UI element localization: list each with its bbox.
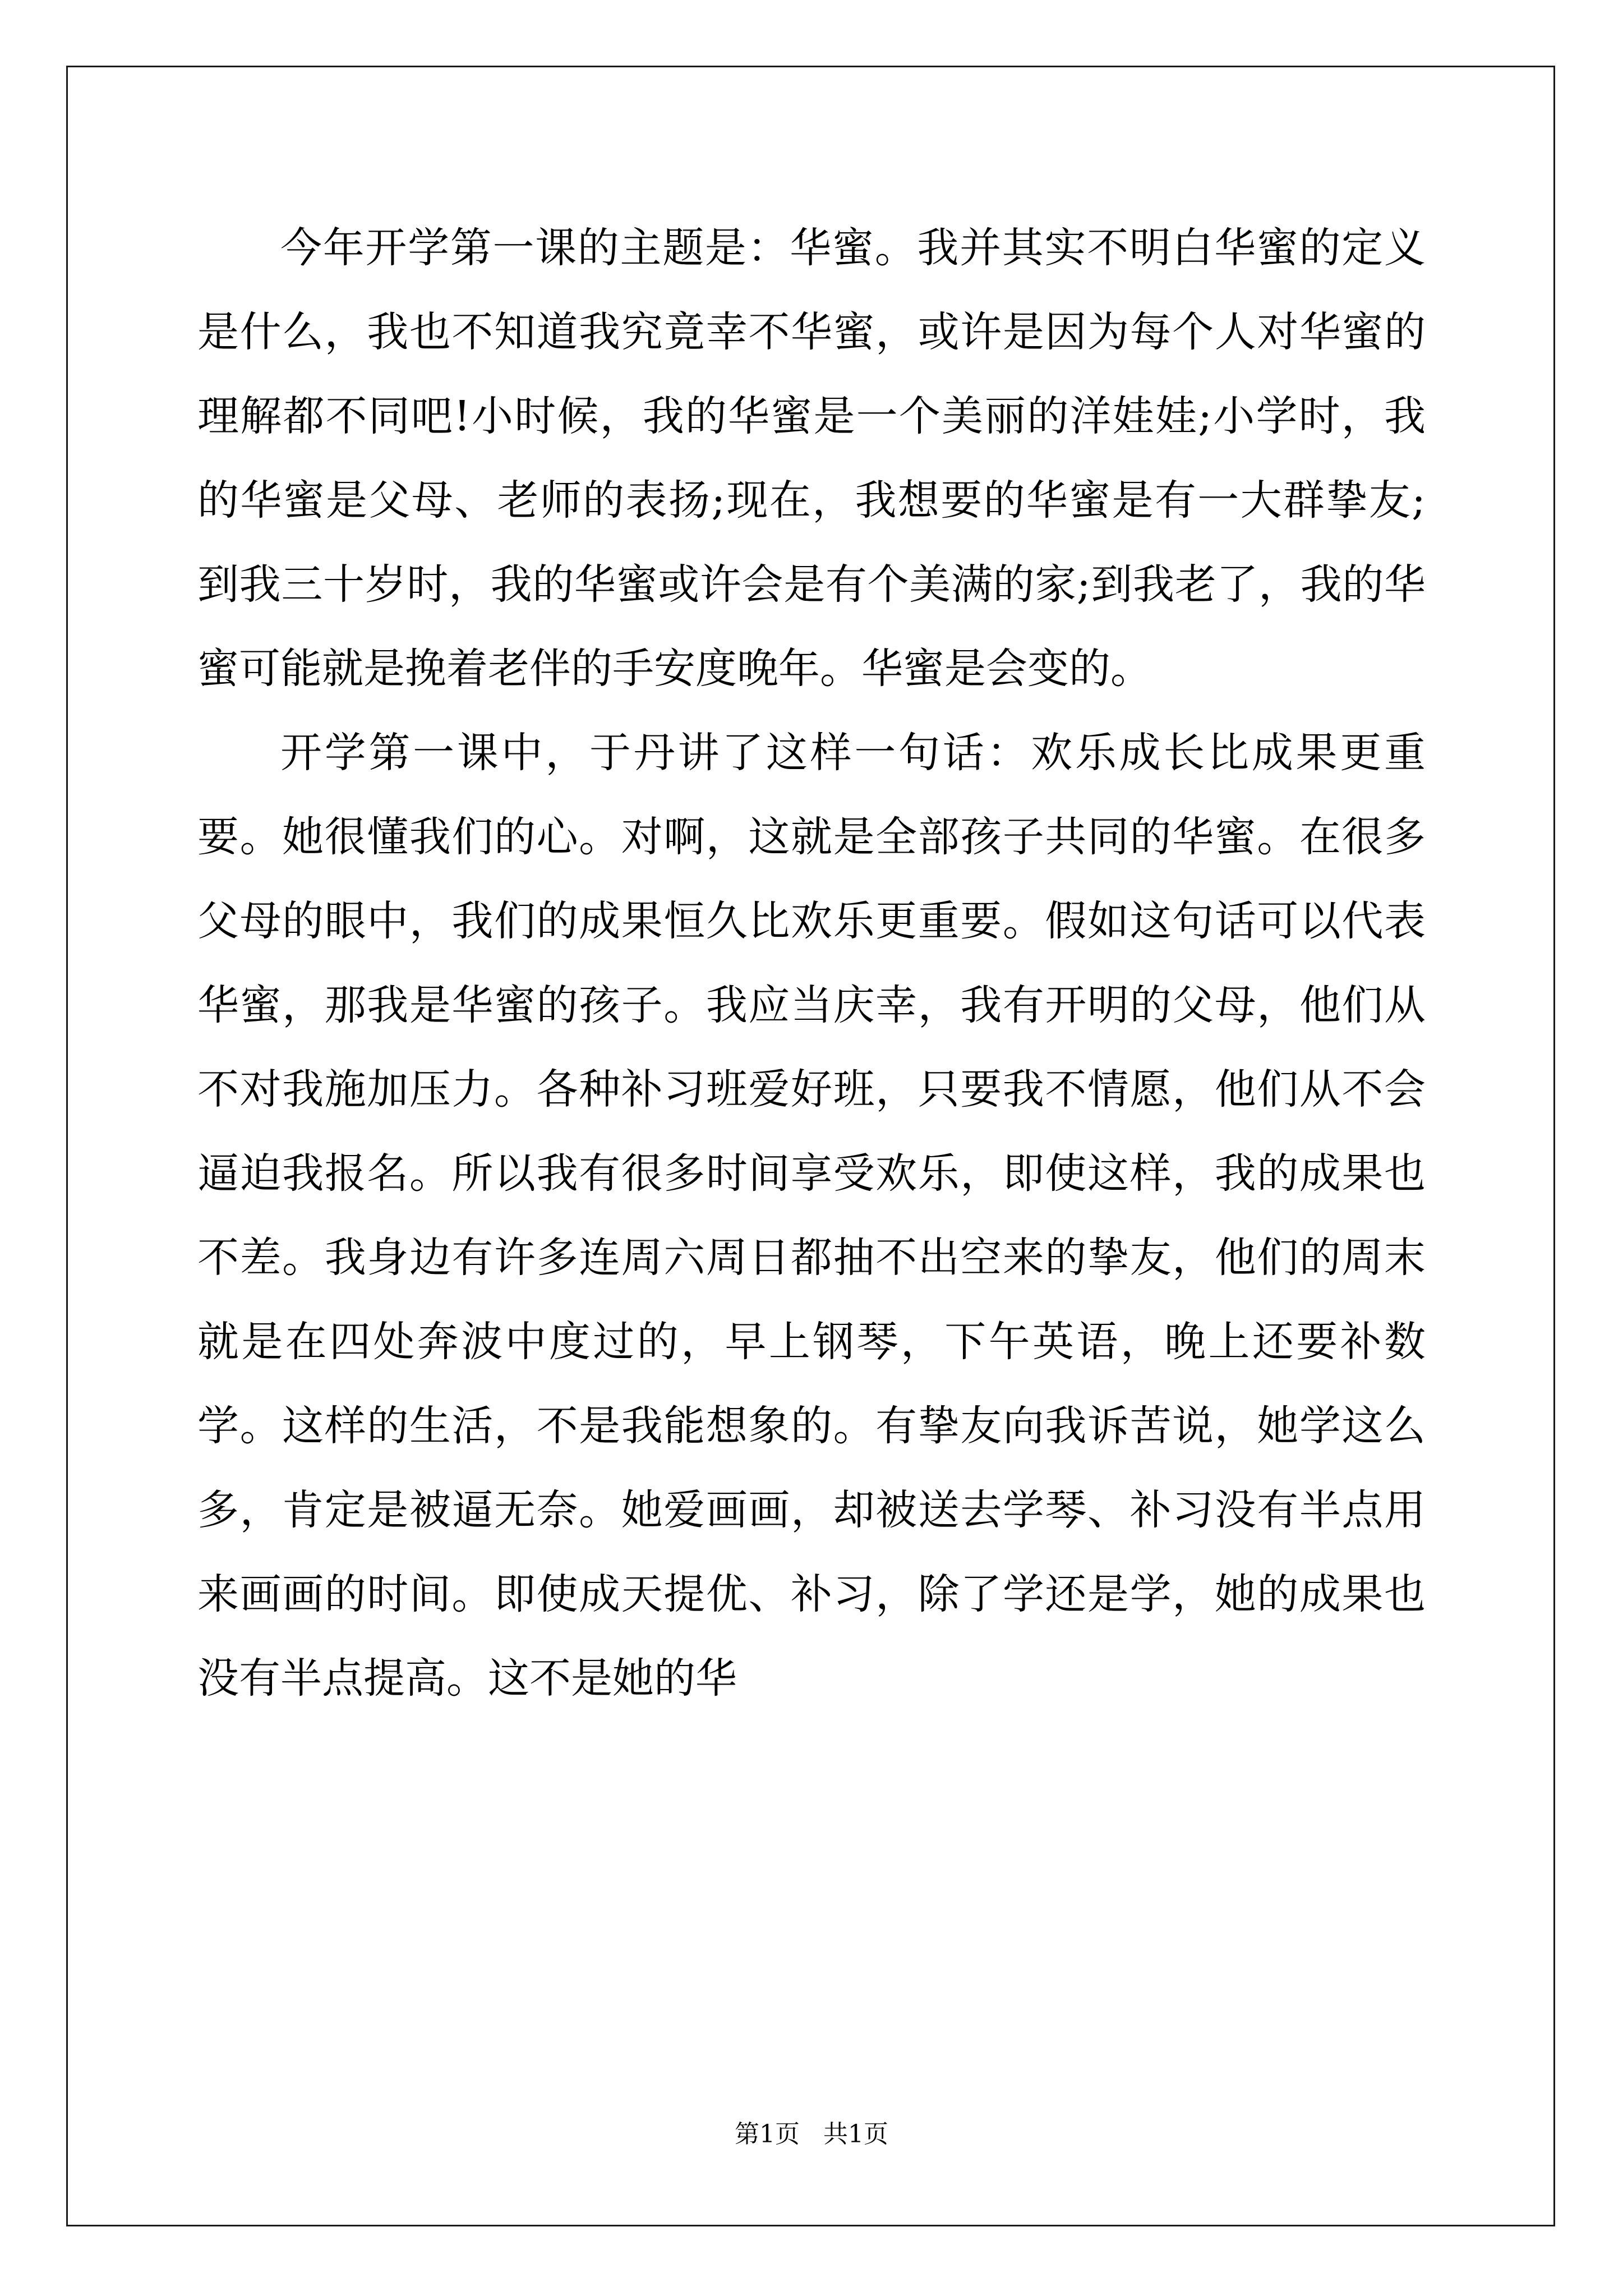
document-body (197, 206, 1426, 1720)
page-footer: 第1页 共1页 (735, 2120, 888, 2148)
paragraph-1: 今年开学第一课的主题是：华蜜。我并其实不明白华蜜的定义是什么，我也不知道我究竟幸不华蜜，或许是因为每个人对华蜜的理解都不同吧!小时候，我的华蜜是一个美丽的洋娃娃;小学时，我的华蜜是父母、老师的表扬;现在，我想要的华蜜是有一大群挚友;到我三十岁时，我的华蜜或许会是有个美满的家;到我老了，我的华蜜可能就是挽着老伴的手安度晚年。华蜜是会变的。 (197, 224, 1426, 693)
paragraph-2: 开学第一课中，于丹讲了这样一句话：欢乐成长比成果更重要。她很懂我们的心。对啊，这就是全部孩子共同的华蜜。在很多父母的眼中，我们的成果恒久比欢乐更重要。假如这句话可以代表华蜜，那我是华蜜的孩子。我应当庆幸，我有开明的父母，他们从不对我施加压力。各种补习班爱好班，只要我不情愿，他们从不会逼迫我报名。所以我有很多时间享受欢乐，即使这样，我的成果也不差。我身边有许多连周六周日都抽不出空来的挚友，他们的周末就是在四处奔波中度过的，早上钢琴，下午英语，晚上还要补数学。这样的生活，不是我能想象的。有挚友向我诉苦说，她学这么多，肯定是被逼无奈。她爱画画，却被送去学琴、补习没有半点用来画画的时间。即使成天提优、补习，除了学还是学，她的成果也没有半点提高。这不是她的华 (197, 729, 1426, 1703)
